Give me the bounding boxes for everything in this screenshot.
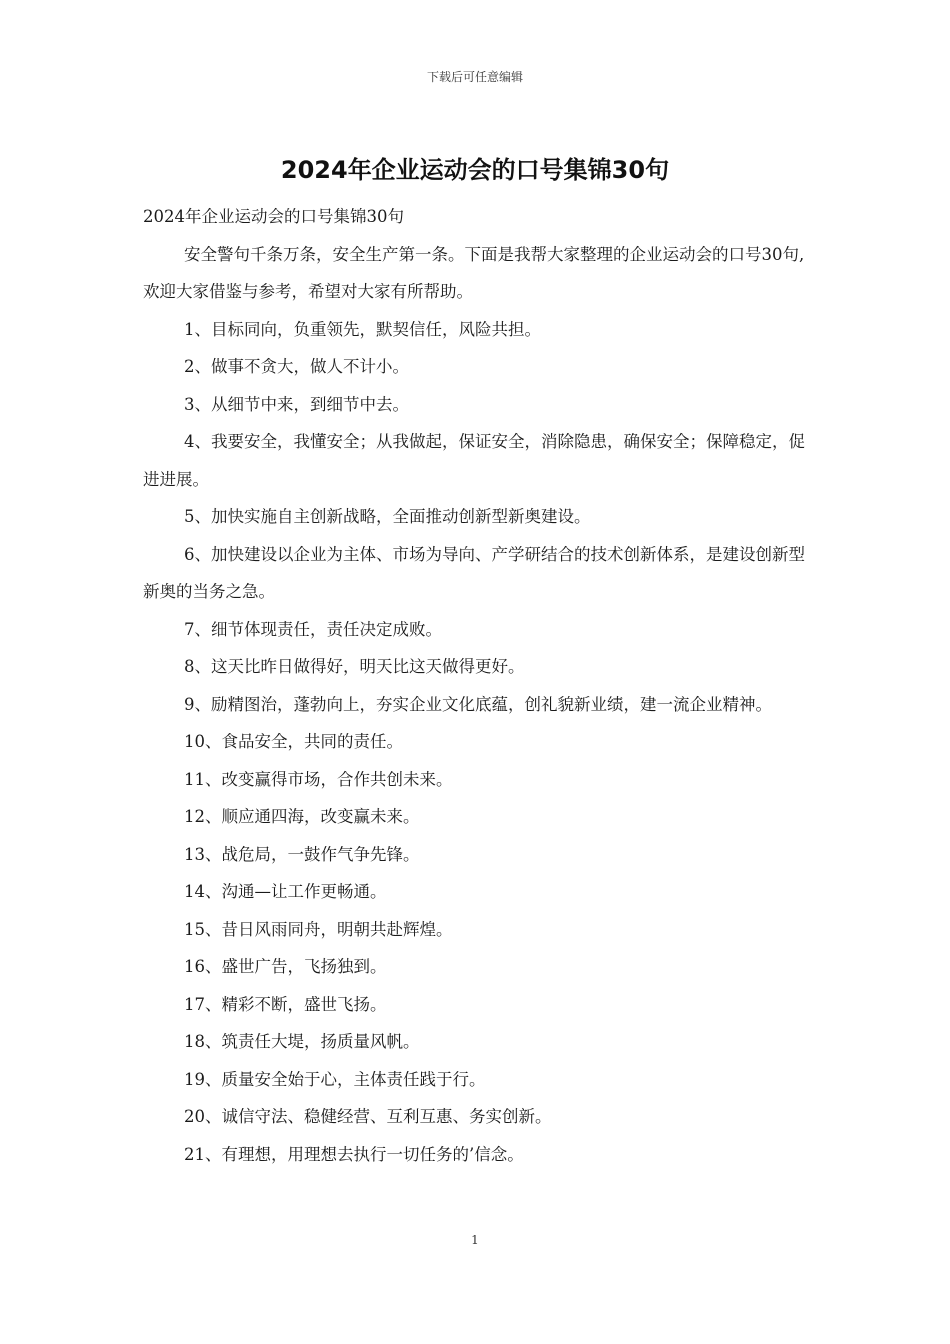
slogan-item: 21、有理想，用理想去执行一切任务的’信念。 xyxy=(184,1144,524,1164)
intro-paragraph: 安全警句千条万条，安全生产第一条。下面是我帮大家整理的企业运动会的口号30句,欢迎大家借鉴与参考，希望对大家有所帮助。 xyxy=(143,244,805,301)
slogan-item: 15、昔日风雨同舟，明朝共赴辉煌。 xyxy=(184,919,453,939)
slogan-item: 13、战危局，一鼓作气争先锋。 xyxy=(184,844,420,864)
slogan-item: 2、做事不贪大，做人不计小。 xyxy=(184,357,409,376)
slogan-item: 6、加快建设以企业为主体、市场为导向、产学研结合的技术创新体系，是建设创新型新奥的当务之急。 xyxy=(143,544,805,601)
slogan-item: 17、精彩不断，盛世飞扬。 xyxy=(184,994,387,1014)
page-number: 1 xyxy=(471,1233,479,1247)
slogan-item: 16、盛世广告，飞扬独到。 xyxy=(184,957,387,976)
slogan-item: 9、励精图治，蓬勃向上，夯实企业文化底蕴，创礼貌新业绩，建一流企业精神。 xyxy=(184,694,772,714)
page-header: 下载后可任意编辑 xyxy=(426,70,523,84)
document-title: 2024年企业运动会的口号集锦30句 xyxy=(280,156,670,184)
slogan-item: 12、顺应通四海，改变赢未来。 xyxy=(184,807,420,826)
slogan-item: 3、从细节中来，到细节中去。 xyxy=(184,394,409,414)
document-subtitle: 2024年企业运动会的口号集锦30句 xyxy=(143,207,404,226)
slogan-item: 4、我要安全，我懂安全；从我做起，保证安全，消除隐患，确保安全；保障稳定，促进进展。 xyxy=(143,432,805,489)
slogan-item: 1、目标同向，负重领先，默契信任，风险共担。 xyxy=(184,319,541,339)
slogan-item: 5、加快实施自主创新战略，全面推动创新型新奥建设。 xyxy=(184,507,591,526)
slogan-item: 19、质量安全始于心，主体责任践于行。 xyxy=(184,1069,486,1089)
document-body xyxy=(143,198,809,1173)
slogan-item: 8、这天比昨日做得好，明天比这天做得更好。 xyxy=(184,657,525,676)
slogan-item: 10、食品安全，共同的责任。 xyxy=(184,732,403,751)
slogan-item: 14、沟通—让工作更畅通。 xyxy=(184,882,387,901)
slogan-item: 7、细节体现责任，责任决定成败。 xyxy=(184,619,442,639)
slogan-item: 18、筑责任大堤，扬质量风帆。 xyxy=(184,1032,420,1051)
slogan-item: 20、诚信守法、稳健经营、互利互惠、务实创新。 xyxy=(184,1107,552,1126)
slogan-item: 11、改变赢得市场，合作共创未来。 xyxy=(184,769,453,789)
